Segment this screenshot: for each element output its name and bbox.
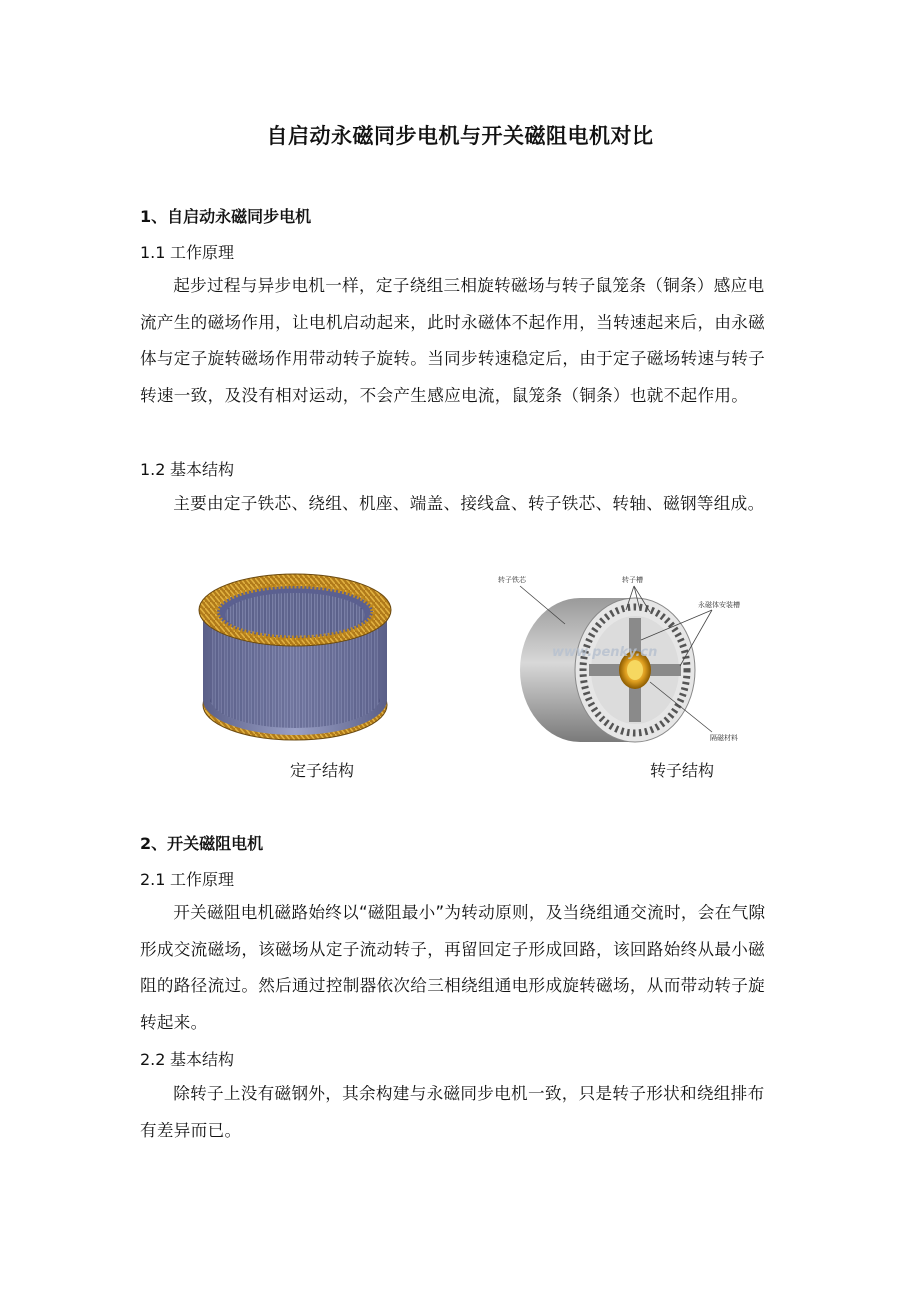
section-number: 1.2 [140,460,166,479]
section-number: 1.1 [140,243,166,262]
section1-2-paragraph: 主要由定子铁芯、绕组、机座、端盖、接线盒、转子铁芯、转轴、磁钢等组成。 [173,494,765,513]
label-magnet-slot: 永磁体安装槽 [698,601,740,609]
label-isolation: 隔磁材料 [710,734,738,742]
stator-figure [190,560,400,760]
section-number: 2.1 [140,870,166,889]
section1-1-heading [140,240,234,263]
section1-heading: 1、自启动永磁同步电机 [140,207,312,226]
section2-2-heading [140,1047,234,1070]
section-label: 工作原理 [170,870,235,889]
section-label: 基本结构 [170,460,235,479]
stator-caption: 定子结构 [290,761,355,780]
page-title: 自启动永磁同步电机与开关磁阻电机对比 [266,124,654,148]
section-number: 2.2 [140,1050,166,1069]
section1-1-paragraph: 起步过程与异步电机一样，定子绕组三相旋转磁场与转子鼠笼条（铜条）感应电流产生的磁场作用，让电机启动起来，此时永磁体不起作用，当转速起来后，由永磁体与定子旋转磁场作用带动转子旋转。当同步转速稳定后，由于定子磁场转速与转子转速一致，及没有相对运动，不会产生感应电流，鼠笼条（铜条）也就不起作用。 [140,276,766,405]
section-label: 基本结构 [170,1050,235,1069]
section2-1-paragraph: 开关磁阻电机磁路始终以“磁阻最小”为转动原则，及当绕组通交流时，会在气隙形成交流磁场，该磁场从定子流动转子，再留回定子形成回路，该回路始终从最小磁阻的路径流过。然后通过控制器依次给三相绕组通电形成旋转磁场，从而带动转子旋转起来。 [140,903,766,1032]
section2-heading: 2、开关磁阻电机 [140,834,264,853]
rotor-caption: 转子结构 [650,761,715,780]
section2-2-paragraph: 除转子上没有磁钢外，其余构建与永磁同步电机一致，只是转子形状和绕组排布有差异而已。 [140,1084,765,1140]
rotor-figure [490,570,755,750]
section1-2-heading [140,457,234,480]
watermark: www.penky.cn [552,645,658,660]
label-rotor-slot: 转子槽 [622,576,643,584]
section-label: 工作原理 [170,243,235,262]
label-rotor-core: 转子铁芯 [498,576,526,584]
section2-1-heading [140,867,234,890]
